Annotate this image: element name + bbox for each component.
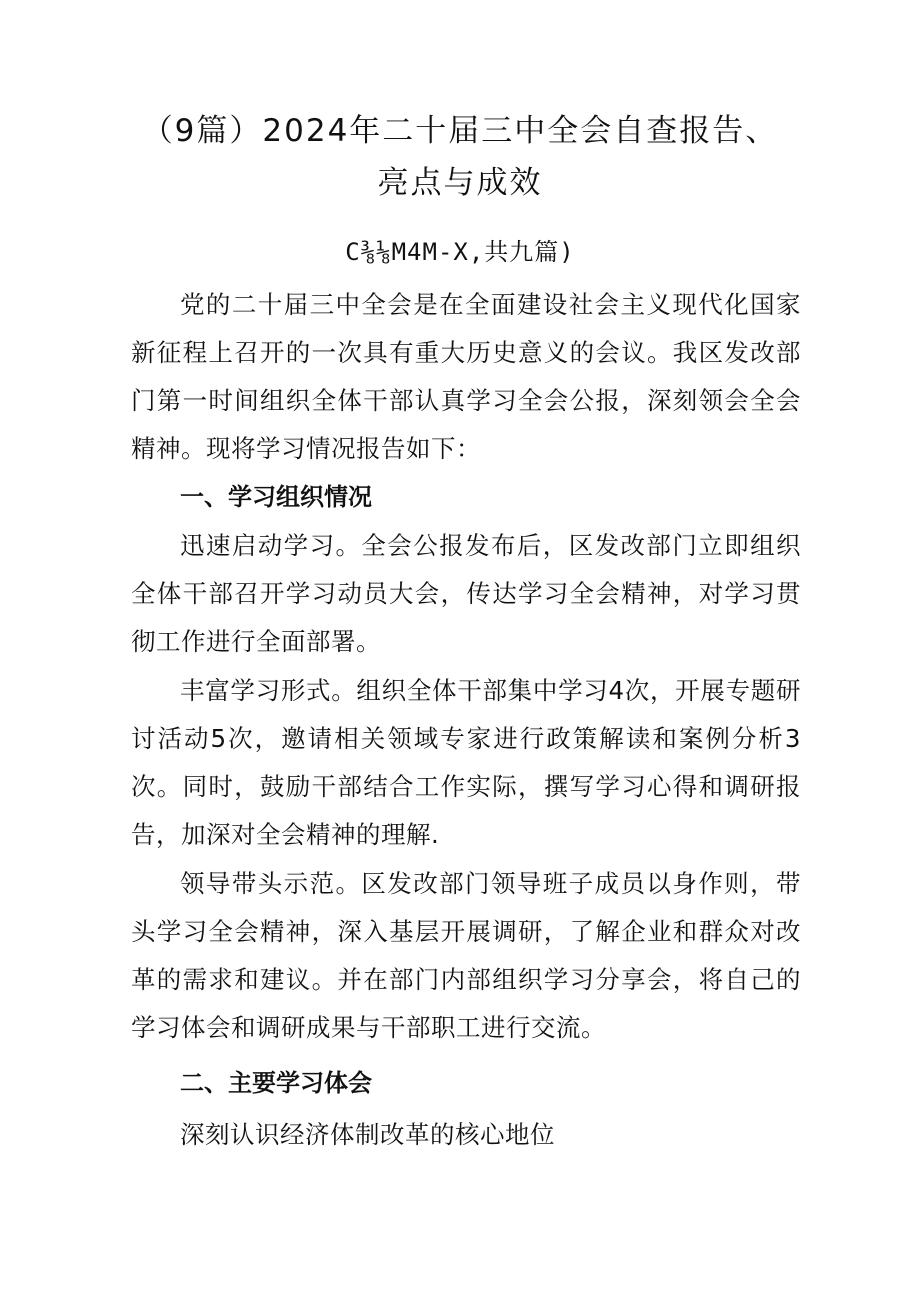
- document-subtitle: C⅜⅛M4M-X,共九篇): [345, 238, 575, 266]
- paragraph-study-forms: 丰富学习形式。组织全体干部集中学习4次，开展专题研讨活动5次，邀请相关领域专家进行政策解读和案例分析3次。同时，鼓励干部结合工作实际，撰写学习心得和调研报告，加深对全会精神的理解.: [131, 676, 801, 849]
- document-title-line-2: 亮点与成效: [377, 165, 543, 201]
- document-title-line-1: （9篇）2024年二十届三中全会自查报告、: [141, 113, 779, 149]
- intro-paragraph: 党的二十届三中全会是在全面建设社会主义现代化国家新征程上召开的一次具有重大历史意义的会议。我区发改部门第一时间组织全体干部认真学习全会公报，深刻领会全会精神。现将学习情况报告如下：: [131, 290, 801, 463]
- section-heading-1: 一、学习组织情况: [180, 483, 372, 511]
- section-heading-2: 二、主要学习体会: [180, 1069, 372, 1097]
- paragraph-quick-start: 迅速启动学习。全会公报发布后，区发改部门立即组织全体干部召开学习动员大会，传达学习全会精神，对学习贯彻工作进行全面部署。: [131, 531, 801, 656]
- paragraph-core-position: 深刻认识经济体制改革的核心地位: [180, 1120, 555, 1149]
- paragraph-leadership: 领导带头示范。区发改部门领导班子成员以身作则，带头学习全会精神，深入基层开展调研，了解企业和群众对改革的需求和建议。并在部门内部组织学习分享会，将自己的学习体会和调研成果与干部职工进行交流。: [131, 869, 801, 1042]
